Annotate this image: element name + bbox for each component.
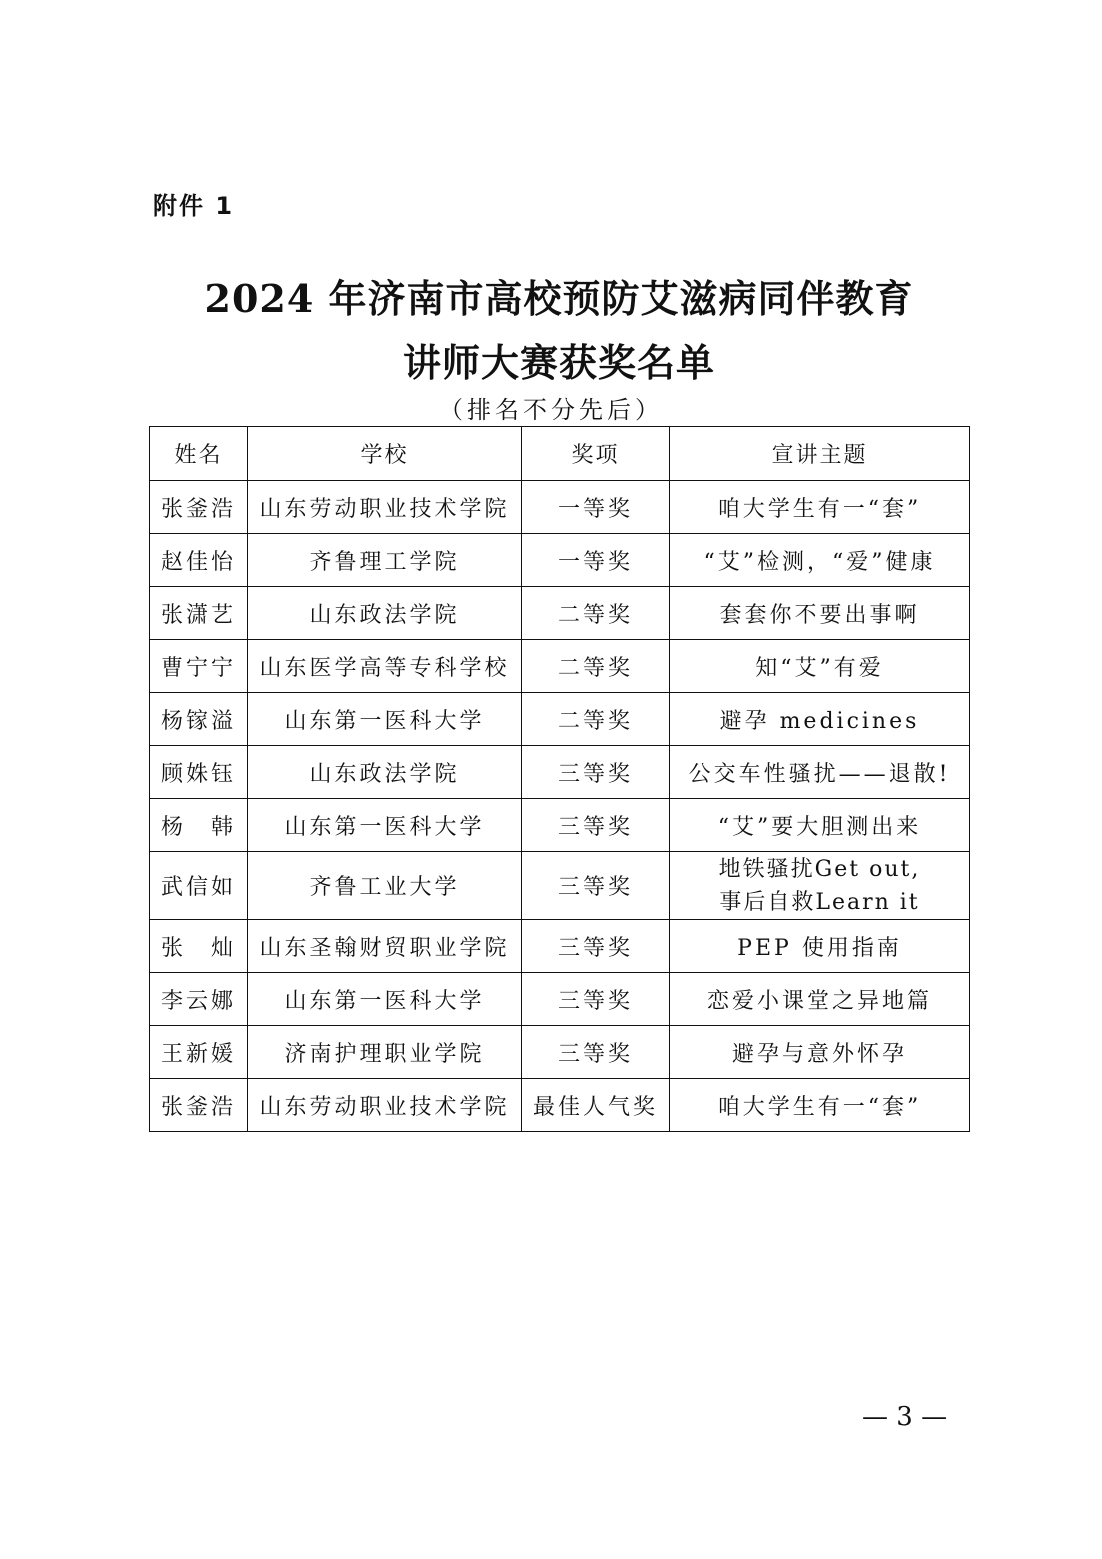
table-header-row — [150, 427, 970, 481]
cell-award: 二等奖 — [522, 640, 670, 693]
cell-name: 杨 韩 — [150, 799, 248, 852]
cell-award: 三等奖 — [522, 799, 670, 852]
cell-topic: 咱大学生有一“套” — [670, 1079, 970, 1132]
table-row — [150, 693, 970, 746]
document-title-line-1: 2024 年济南市高校预防艾滋病同伴教育 — [204, 276, 914, 321]
cell-award: 三等奖 — [522, 973, 670, 1026]
cell-name: 张潇艺 — [150, 587, 248, 640]
cell-school: 齐鲁理工学院 — [248, 534, 522, 587]
header-award: 奖项 — [522, 427, 670, 481]
cell-school: 山东劳动职业技术学院 — [248, 481, 522, 534]
table-row — [150, 481, 970, 534]
page-number: — 3 — — [862, 1402, 948, 1432]
cell-topic: 避孕与意外怀孕 — [670, 1026, 970, 1079]
cell-topic: 避孕 medicines — [670, 693, 970, 746]
cell-school: 济南护理职业学院 — [248, 1026, 522, 1079]
cell-topic: 咱大学生有一“套” — [670, 481, 970, 534]
cell-school: 山东第一医科大学 — [248, 693, 522, 746]
cell-name: 张釜浩 — [150, 1079, 248, 1132]
header-school: 学校 — [248, 427, 522, 481]
cell-topic — [670, 852, 970, 920]
header-name: 姓名 — [150, 427, 248, 481]
cell-topic: PEP 使用指南 — [670, 920, 970, 973]
cell-award: 三等奖 — [522, 852, 670, 920]
cell-school: 山东第一医科大学 — [248, 799, 522, 852]
cell-topic: “艾”要大胆测出来 — [670, 799, 970, 852]
table-row — [150, 973, 970, 1026]
awards-table — [149, 426, 970, 1132]
attachment-label: 附件 1 — [153, 192, 235, 220]
cell-name: 王新媛 — [150, 1026, 248, 1079]
cell-topic-line-2: 事后自救Learn it — [719, 889, 920, 915]
cell-award: 一等奖 — [522, 481, 670, 534]
cell-topic: 套套你不要出事啊 — [670, 587, 970, 640]
cell-award: 二等奖 — [522, 587, 670, 640]
table-row — [150, 640, 970, 693]
table-row — [150, 1026, 970, 1079]
cell-school: 山东圣翰财贸职业学院 — [248, 920, 522, 973]
table-row — [150, 746, 970, 799]
cell-award: 三等奖 — [522, 1026, 670, 1079]
cell-name: 曹宁宁 — [150, 640, 248, 693]
table-row — [150, 852, 970, 920]
cell-name: 张 灿 — [150, 920, 248, 973]
cell-award: 最佳人气奖 — [522, 1079, 670, 1132]
cell-name: 张釜浩 — [150, 481, 248, 534]
table-row — [150, 534, 970, 587]
cell-school: 山东政法学院 — [248, 587, 522, 640]
cell-topic: 知“艾”有爱 — [670, 640, 970, 693]
cell-topic: 恋爱小课堂之异地篇 — [670, 973, 970, 1026]
table-row — [150, 587, 970, 640]
header-topic: 宣讲主题 — [670, 427, 970, 481]
cell-award: 二等奖 — [522, 693, 670, 746]
document-subtitle: （排名不分先后） — [439, 396, 663, 424]
cell-school: 山东第一医科大学 — [248, 973, 522, 1026]
cell-topic-line-1: 地铁骚扰Get out, — [718, 856, 921, 882]
table-row — [150, 799, 970, 852]
cell-award: 一等奖 — [522, 534, 670, 587]
cell-school: 齐鲁工业大学 — [248, 852, 522, 920]
cell-award: 三等奖 — [522, 920, 670, 973]
cell-topic: “艾”检测，“爱”健康 — [670, 534, 970, 587]
cell-topic: 公交车性骚扰——退散! — [670, 746, 970, 799]
cell-school: 山东政法学院 — [248, 746, 522, 799]
cell-name: 李云娜 — [150, 973, 248, 1026]
cell-award: 三等奖 — [522, 746, 670, 799]
document-title-line-2: 讲师大赛获奖名单 — [402, 340, 715, 385]
table-row — [150, 920, 970, 973]
cell-name: 赵佳怡 — [150, 534, 248, 587]
cell-name: 杨镓溢 — [150, 693, 248, 746]
table-row — [150, 1079, 970, 1132]
cell-school: 山东医学高等专科学校 — [248, 640, 522, 693]
cell-name: 武信如 — [150, 852, 248, 920]
cell-name: 顾姝钰 — [150, 746, 248, 799]
cell-school: 山东劳动职业技术学院 — [248, 1079, 522, 1132]
